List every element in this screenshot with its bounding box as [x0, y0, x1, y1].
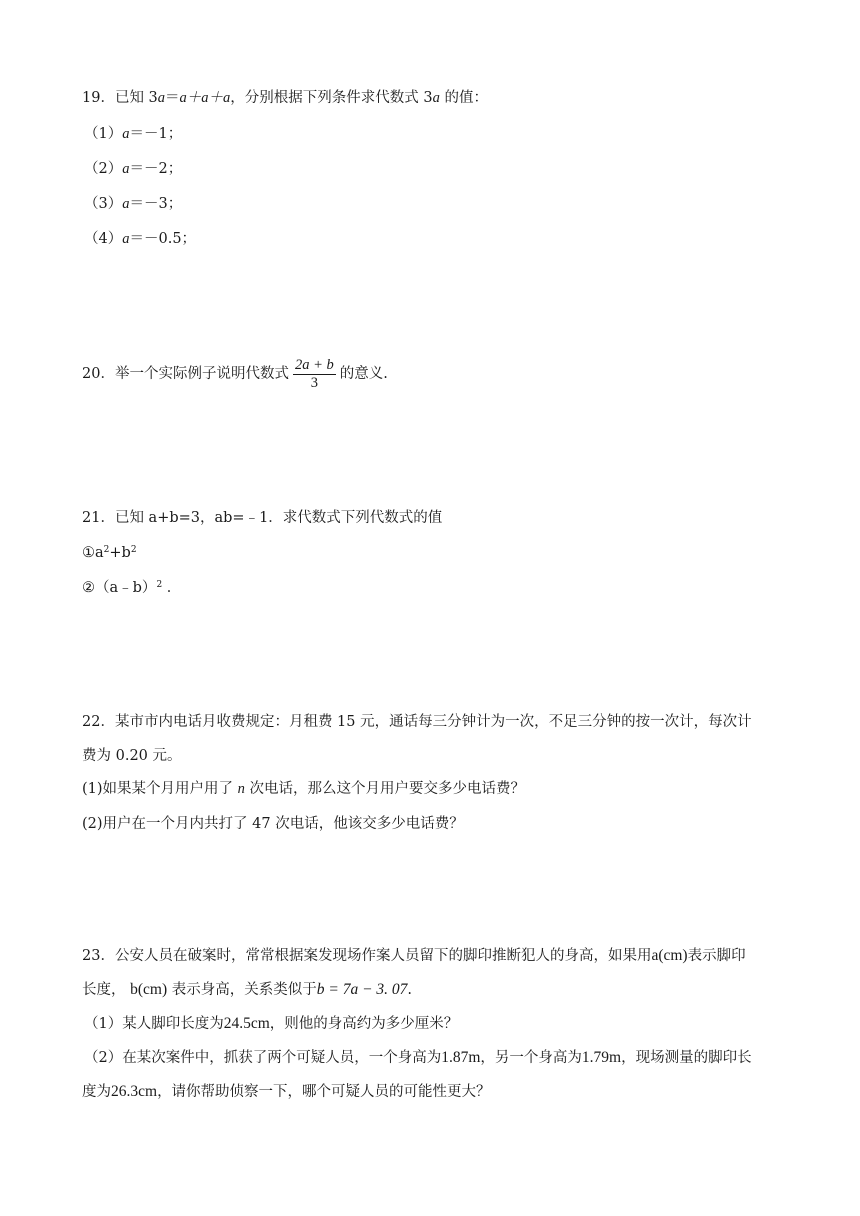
q19-stem: 19．已知 3a＝a＋a＋a，分别根据下列条件求代数式 3a 的值：	[82, 90, 488, 106]
q21-item-1: $①a^2+b^2$	[82, 545, 137, 561]
q19-item-4: （4）a＝－0.5；	[84, 231, 197, 247]
q20-fraction: $\frac{2a + b}{3}$	[294, 356, 334, 391]
q22-stem-line2: 费为 0.20 元。	[82, 748, 182, 764]
q19-item-1: （1）a＝－1；	[84, 126, 183, 142]
q19-item-2: （2）a＝－2；	[84, 161, 183, 177]
q21-stem: 21．已知 a+b=3，ab=﹣1．求代数式下列代数式的值	[82, 510, 443, 526]
q23-stem-line2: 长度， b(cm) 表示身高，关系类似于b = 7a − 3. 07.	[82, 981, 413, 998]
q23-item-2-line2: 度为26.3cm，请你帮助侦察一下，哪个可疑人员的可能性更大？	[82, 1083, 491, 1100]
q19-item-3: （3）a＝－3；	[84, 196, 183, 212]
q23-item-1: （1）某人脚印长度为24.5cm，则他的身高约为多少厘米？	[84, 1015, 459, 1032]
q20-stem: 20．举一个实际例子说明代数式 $\frac{2a + b}{3}$ 的意义.	[82, 356, 388, 391]
q22-item-1: (1)如果某个月用户用了 n 次电话，那么这个月用户要交多少电话费？	[82, 781, 526, 797]
q21-item-2: ②（a﹣b）$^2$ ．	[82, 580, 182, 596]
q23-stem-line1: 23．公安人员在破案时，常常根据案发现场作案人员留下的脚印推断犯人的身高，如果用a(cm)表示脚印	[82, 947, 746, 964]
q23-item-2-line1: （2）在某次案件中，抓获了两个可疑人员，一个身高为1.87m，另一个身高为1.79m，现场测量的脚印长	[84, 1049, 752, 1066]
q22-stem-line1: 22．某市市内电话月收费规定：月租费 15 元，通话每三分钟计为一次，不足三分钟的按一次计，每次计	[82, 714, 752, 730]
q22-item-2: (2)用户在一个月内共打了 47 次电话，他该交多少电话费？	[82, 816, 464, 832]
